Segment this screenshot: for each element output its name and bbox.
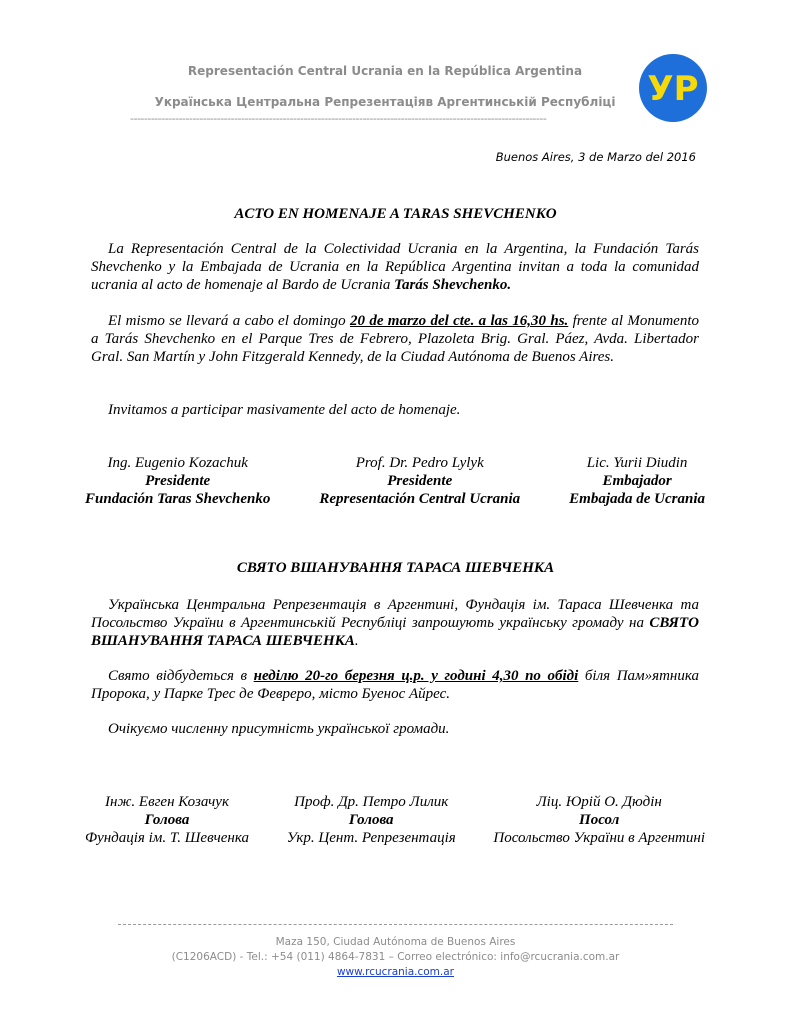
spanish-p2-end: frente al Monumento a Tarás Shevchenko en el Parque Tres de Febrero, Plazoleta Brig. Gral. Páez, Avda. Libertador Gral. San Martín y John Fitzgerald Kennedy, de la Ciudad Autónoma de Buenos Aires. <box>91 313 699 365</box>
signature-name: Проф. Др. Петро Лилик <box>294 794 449 810</box>
spanish-event-datetime: 20 de marzo del cte. a las 16,30 hs. <box>350 313 569 329</box>
spanish-p1-text: La Representación Central de la Colectividad Ucrania en la Argentina, la Fundación Tarás Shevchenko y la Embajada de Ucrania en la República Argentina invitan a toda la comunidad ucrania al acto de homenaje al Bardo de Ucrania <box>91 241 699 293</box>
signature-block <box>287 793 456 847</box>
footer-contact: (C1206ACD) - Tel.: +54 (011) 4864-7831 – Correo electrónico: info@rcucrania.com.ar <box>171 951 620 963</box>
ukrainian-p1-end: . <box>354 633 359 649</box>
signature-block <box>319 454 520 508</box>
signature-org: Representación Central Ucrania <box>319 491 521 507</box>
ukrainian-p1-bold: СВЯТО ВШАНУВАННЯ ТАРАСА ШЕВЧЕНКА <box>91 615 699 649</box>
signature-name: Lic. Yurii Diudin <box>586 455 688 471</box>
spanish-p3-text: Invitamos a participar masivamente del acto de homenaje. <box>108 402 461 418</box>
signature-name: Ing. Eugenio Kozachuk <box>107 455 248 471</box>
signature-role: Голова <box>348 812 394 828</box>
ukrainian-paragraph-3 <box>91 720 699 738</box>
ukrainian-paragraph-1 <box>91 596 699 650</box>
signature-org: Фундація ім. Т. Шевченка <box>85 830 249 846</box>
footer-address: Maza 150, Ciudad Autónoma de Buenos Aires <box>275 936 516 948</box>
signature-role: Presidente <box>145 473 211 489</box>
spanish-paragraph-3 <box>91 401 699 419</box>
signature-org: Embajada de Ucrania <box>569 491 705 507</box>
signature-name: Prof. Dr. Pedro Lylyk <box>355 455 484 471</box>
logo-text: УР <box>647 69 699 109</box>
signature-block <box>569 454 705 508</box>
signature-name: Ліц. Юрій О. Дюдін <box>536 794 662 810</box>
spanish-paragraph-2 <box>91 312 699 366</box>
signature-name: Інж. Евген Козачук <box>105 794 229 810</box>
signature-role: Presidente <box>387 473 453 489</box>
ukrainian-title: СВЯТО ВШАНУВАННЯ ТАРАСА ШЕВЧЕНКА <box>236 560 555 576</box>
ukrainian-p2-start: Свято відбудеться в <box>108 668 254 684</box>
signature-role: Embajador <box>602 473 672 489</box>
org-name-spanish: Representación Central Ucrania en la República Argentina <box>187 64 583 78</box>
spanish-title: ACTO EN HOMENAJE A TARAS SHEVCHENKO <box>234 206 557 222</box>
ukrainian-p1-text: Українська Центральна Репрезентація в Аргентині, Фундація ім. Тараса Шевченка та Посольство України в Аргентинській Республіці запрошують українську громаду на <box>91 597 699 631</box>
signature-role: Посол <box>579 812 620 828</box>
ukrainian-signatures <box>85 793 705 847</box>
spanish-p1-bold: Tarás Shevchenko. <box>394 277 512 293</box>
ukrainian-p3-text: Очікуємо численну присутність української громади. <box>108 721 450 737</box>
signature-org: Посольство України в Аргентині <box>493 830 705 846</box>
signature-block <box>493 793 705 847</box>
spanish-paragraph-1 <box>91 240 699 294</box>
spanish-signatures <box>85 454 705 508</box>
ukrainian-event-datetime: неділю 20-го березня ц.р. у годині 4,30 по обіді <box>253 668 579 684</box>
signature-block <box>85 793 249 847</box>
signature-role: Голова <box>144 812 190 828</box>
footer-divider <box>118 924 673 925</box>
spanish-p2-start: El mismo se llevará a cabo el domingo <box>108 313 350 329</box>
signature-org: Укр. Цент. Репрезентація <box>286 830 456 846</box>
organization-logo <box>638 53 708 123</box>
website-link[interactable]: www.rcucrania.com.ar <box>336 966 455 978</box>
org-name-ukrainian: Українська Центральна Репрезентаціяв Аргентинській Республіці <box>154 95 616 109</box>
signature-org: Fundación Taras Shevchenko <box>85 491 271 507</box>
footer-website-container <box>0 966 791 978</box>
document-date: Buenos Aires, 3 de Marzo del 2016 <box>495 150 696 164</box>
ukrainian-p2-end: біля Пам»ятника Пророка, у Парке Трес де Февреро, місто Буенос Айрес. <box>91 668 699 702</box>
signature-block <box>85 454 270 508</box>
ukrainian-paragraph-2 <box>91 667 699 703</box>
header-divider: ------------------------------------------------------------------------------------------------------------------------ <box>130 112 547 125</box>
